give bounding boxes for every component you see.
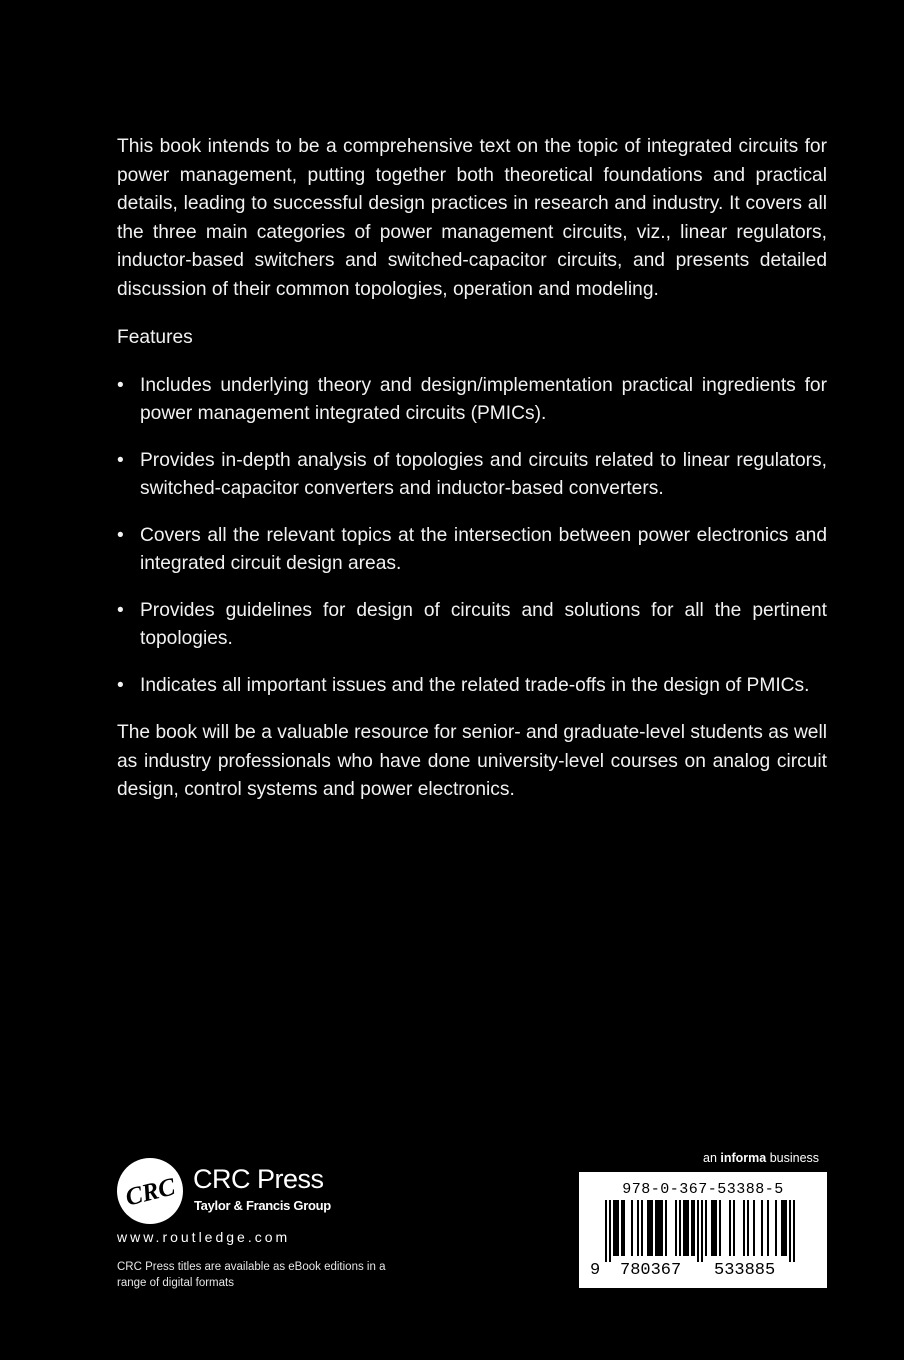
barcode-bar: [637, 1200, 639, 1256]
publisher-name: CRC Press: [193, 1164, 324, 1194]
feature-item: • Covers all the relevant topics at the intersection between power electronics and integrated circuit design areas.: [117, 522, 827, 579]
barcode-bar: [657, 1200, 659, 1256]
barcode-bar: [705, 1200, 707, 1256]
feature-item: • Indicates all important issues and the related trade-offs in the design of PMICs.: [117, 672, 827, 701]
barcode-bar: [641, 1200, 643, 1256]
crc-logo-text: CRC: [122, 1173, 178, 1212]
ebook-note: CRC Press titles are available as eBook editions in a range of digital formats: [117, 1261, 386, 1289]
informa-tagline: an informa business: [703, 1151, 820, 1165]
barcode-bar: [649, 1200, 651, 1256]
publisher-website[interactable]: www.routledge.com: [117, 1229, 291, 1245]
barcode-bar: [693, 1200, 695, 1256]
back-cover-description: [117, 133, 827, 805]
barcode-bar: [659, 1200, 661, 1256]
barcode-bar: [665, 1200, 667, 1256]
feature-item: • Provides guidelines for design of circuits and solutions for all the pertinent topologies.: [117, 597, 827, 654]
barcode-bar: [743, 1200, 745, 1256]
barcode-bar: [789, 1200, 791, 1262]
bullet-icon: •: [117, 524, 124, 546]
crc-logo-icon: [117, 1158, 183, 1224]
bullet-icon: •: [117, 449, 124, 471]
barcode-bar: [679, 1200, 681, 1256]
barcode-bars-icon: [591, 1200, 815, 1262]
publisher-group: Taylor & Francis Group: [194, 1198, 331, 1213]
barcode-bar: [781, 1200, 783, 1256]
barcode-bar: [661, 1200, 663, 1256]
feature-item: • Includes underlying theory and design/implementation practical ingredients for power management integrated circuits (PMICs).: [117, 372, 827, 429]
intro-paragraph: This book intends to be a comprehensive text on the topic of integrated circuits for power management, putting together both theoretical foundations and practical details, leading to successful design practices in research and industry. It covers all the three main categories of power management circuits, viz., linear regulators, inductor-based switchers and switched-capacitor circuits, and presents detailed discussion of their common topologies, operation and modeling.: [117, 136, 827, 300]
isbn-barcode: [579, 1172, 827, 1288]
barcode-bar: [761, 1200, 763, 1256]
barcode-bar: [691, 1200, 693, 1256]
bullet-icon: •: [117, 674, 124, 696]
barcode-bar: [623, 1200, 625, 1256]
barcode-bar: [729, 1200, 731, 1256]
barcode-bar: [647, 1200, 649, 1256]
barcode-bar: [793, 1200, 795, 1262]
bullet-icon: •: [117, 599, 124, 621]
barcode-bar: [615, 1200, 617, 1256]
ean-digits: 9 780367 533885: [590, 1261, 776, 1280]
barcode-bar: [785, 1200, 787, 1256]
barcode-bar: [651, 1200, 653, 1256]
barcode-bar: [775, 1200, 777, 1256]
barcode-bar: [621, 1200, 623, 1256]
barcode-bar: [783, 1200, 785, 1256]
barcode-bar: [609, 1200, 611, 1262]
barcode-bar: [685, 1200, 687, 1256]
barcode-bar: [605, 1200, 607, 1262]
barcode-bar: [767, 1200, 769, 1256]
barcode-bar: [711, 1200, 713, 1256]
bullet-icon: •: [117, 374, 124, 396]
barcode-bar: [683, 1200, 685, 1256]
feature-item: • Provides in-depth analysis of topologies and circuits related to linear regulators, switched-capacitor converters and inductor-based converters.: [117, 447, 827, 504]
barcode-bar: [697, 1200, 699, 1262]
barcode-bar: [617, 1200, 619, 1256]
barcode-bar: [655, 1200, 657, 1256]
isbn-number: 978-0-367-53388-5: [622, 1181, 784, 1198]
barcode-bar: [733, 1200, 735, 1256]
closing-paragraph: The book will be a valuable resource for senior- and graduate-level students as well as industry professionals who have done university-level courses on analog circuit design, control systems and power electronics.: [117, 722, 827, 800]
barcode-bar: [719, 1200, 721, 1256]
barcode-bar: [675, 1200, 677, 1256]
barcode-bar: [747, 1200, 749, 1256]
barcode-bar: [631, 1200, 633, 1256]
barcode-bar: [715, 1200, 717, 1256]
barcode-bar: [687, 1200, 689, 1256]
features-heading: Features: [117, 327, 193, 348]
barcode-bar: [713, 1200, 715, 1256]
barcode-bar: [701, 1200, 703, 1262]
barcode-bar: [753, 1200, 755, 1256]
barcode-bar: [613, 1200, 615, 1256]
features-list: [117, 372, 827, 701]
